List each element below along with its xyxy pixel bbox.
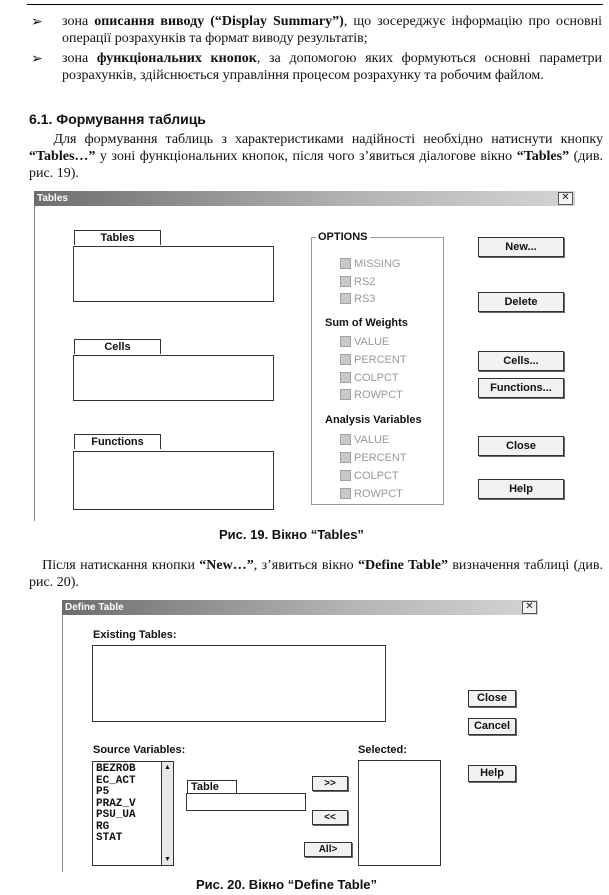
table-name-input[interactable] (186, 793, 306, 811)
checkbox-icon (340, 354, 351, 365)
delete-button[interactable]: Delete (478, 292, 564, 312)
source-var-item[interactable]: EC_ACT (96, 774, 136, 787)
bullet-item-display-summary: зона описання виводу (“Display Summary”), що зосереджує інформацію про основні операції розрахунків та формат виводу результатів; (62, 14, 603, 46)
close-button[interactable]: Close (478, 436, 564, 456)
define-table-titlebar[interactable]: Define Table (62, 600, 538, 615)
source-var-item[interactable]: PRAZ_V (96, 797, 136, 810)
checkbox-icon (340, 276, 351, 287)
top-rule (27, 4, 603, 5)
paragraph-tables-intro: Для формування таблиць з характеристиками надійності необхідно натиснути кнопку “Tables…” у зоні функціональних кнопок, після чого з’явиться діалогове вікно “Tables” (див. рис. 19). (29, 132, 604, 181)
option-rs2-checkbox[interactable]: RS2 (340, 275, 375, 289)
sum-of-weights-title: Sum of Weights (325, 317, 408, 329)
analysis-rowpct-checkbox[interactable]: ROWPCT (340, 487, 403, 501)
source-var-item[interactable]: P5 (96, 786, 110, 798)
checkbox-icon (340, 293, 351, 304)
functions-list-label: Functions (74, 434, 161, 449)
source-scrollbar[interactable] (161, 762, 173, 865)
dialog-border (34, 206, 35, 521)
checkbox-icon (340, 258, 351, 269)
checkbox-icon (340, 434, 351, 445)
analysis-value-checkbox[interactable]: VALUE (340, 433, 389, 447)
define-table-dialog (62, 600, 538, 872)
add-all-button[interactable]: All> (304, 842, 352, 857)
checkbox-icon (340, 372, 351, 383)
checkbox-icon (340, 389, 351, 400)
tables-list-label: Tables (74, 230, 161, 245)
close-icon[interactable]: ✕ (558, 192, 573, 205)
weights-colpct-checkbox[interactable]: COLPCT (340, 371, 399, 385)
source-var-item[interactable]: BEZROB (96, 763, 136, 775)
help-button[interactable]: Help (478, 479, 564, 499)
selected-label: Selected: (358, 744, 407, 756)
source-variables-label: Source Variables: (93, 744, 186, 756)
close-button[interactable]: Close (468, 690, 516, 707)
tables-listbox[interactable] (73, 246, 274, 302)
weights-rowpct-checkbox[interactable]: ROWPCT (340, 388, 403, 402)
figure-20-caption: Рис. 20. Вікно “Define Table” (196, 877, 378, 892)
existing-tables-listbox[interactable] (92, 645, 386, 722)
checkbox-icon (340, 470, 351, 481)
option-rs3-checkbox[interactable]: RS3 (340, 292, 375, 306)
close-icon[interactable]: ✕ (522, 601, 537, 614)
source-variables-listbox[interactable] (92, 761, 174, 866)
add-button[interactable]: >> (312, 776, 348, 791)
bullet-marker: ➢ (31, 15, 43, 30)
analysis-percent-checkbox[interactable]: PERCENT (340, 451, 407, 465)
checkbox-icon (340, 488, 351, 499)
source-var-item[interactable]: STAT (96, 832, 123, 844)
figure-19-caption: Рис. 19. Вікно “Tables” (219, 527, 364, 542)
checkbox-icon (340, 336, 351, 347)
section-heading: 6.1. Формування таблиць (29, 111, 206, 127)
bullet-item-function-buttons: зона функціональних кнопок, за допомогою яких формуються основні параметри розрахунків, здійснюється управління процесом розрахунку та робочим файлом. (62, 51, 602, 83)
weights-value-checkbox[interactable]: VALUE (340, 335, 389, 349)
options-title: OPTIONS (318, 231, 368, 243)
scroll-down-icon[interactable]: ▼ (164, 856, 171, 863)
cells-list-label: Cells (74, 339, 161, 354)
selected-listbox[interactable] (358, 760, 441, 866)
tables-dialog (34, 191, 575, 521)
bullet-marker: ➢ (31, 52, 43, 67)
new-button[interactable]: New... (478, 237, 564, 257)
source-var-item[interactable]: RG (96, 820, 110, 833)
checkbox-icon (340, 452, 351, 463)
scroll-up-icon[interactable]: ▲ (164, 764, 171, 771)
weights-percent-checkbox[interactable]: PERCENT (340, 353, 407, 367)
source-var-item[interactable]: PSU_UA (96, 809, 136, 821)
functions-listbox[interactable] (73, 451, 274, 510)
dialog-border (62, 615, 63, 872)
tables-dialog-titlebar[interactable]: Tables (34, 191, 575, 206)
analysis-colpct-checkbox[interactable]: COLPCT (340, 469, 399, 483)
paragraph-define-intro: Після натискання кнопки “New…”, з’явиться вікно “Define Table” визначення таблиці (див. рис. 20). (29, 558, 604, 590)
remove-button[interactable]: << (312, 810, 348, 825)
functions-button[interactable]: Functions... (478, 378, 564, 398)
cells-button[interactable]: Cells... (478, 351, 564, 371)
cancel-button[interactable]: Cancel (468, 718, 516, 735)
table-label: Table (187, 780, 237, 793)
cells-listbox[interactable] (73, 355, 274, 401)
analysis-variables-title: Analysis Variables (325, 414, 422, 426)
help-button[interactable]: Help (468, 765, 516, 782)
option-missing-checkbox[interactable]: MISSING (340, 257, 400, 271)
existing-tables-label: Existing Tables: (93, 629, 177, 641)
